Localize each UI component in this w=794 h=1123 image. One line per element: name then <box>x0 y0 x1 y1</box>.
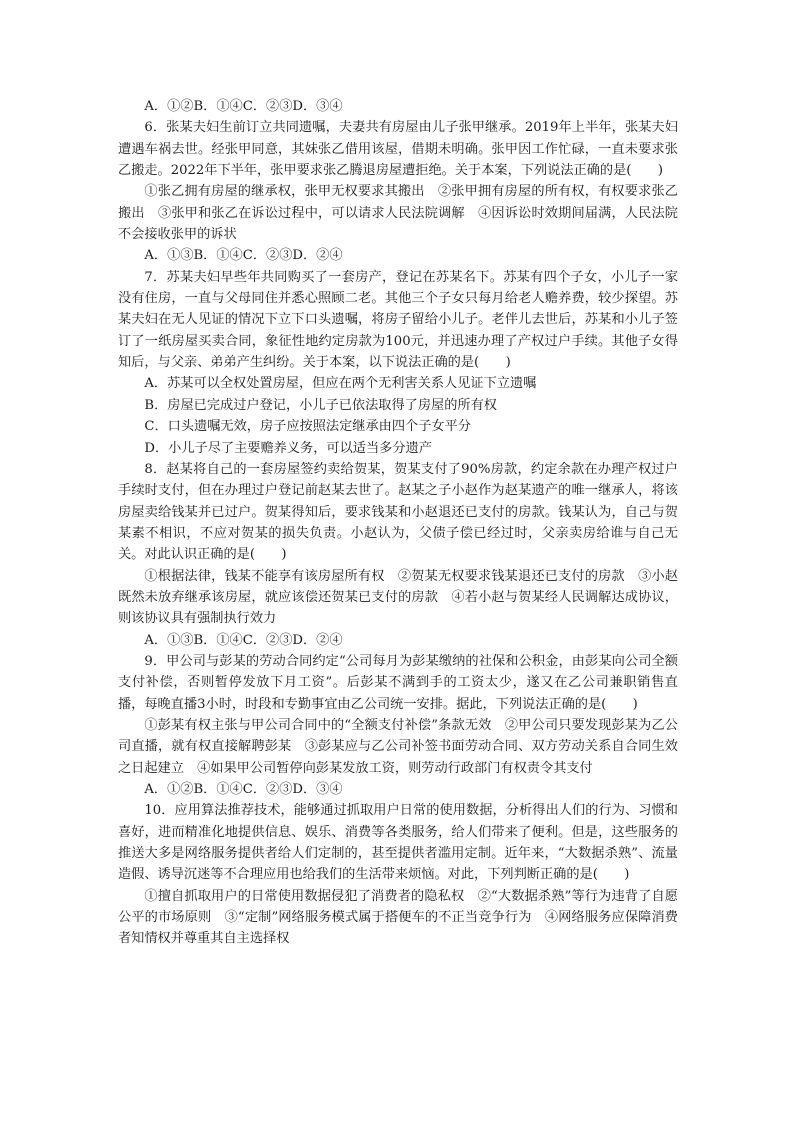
question-10-statements: ①擅自抓取用户的日常使用数据侵犯了消费者的隐私权 ②“大数据杀熟”等行为违背了自愿公平的市场原则 ③“定制”网络服务模式属于搭便车的不正当竞争行为 ④网络服务应保障消费者知情权并尊重其自主选择权 <box>118 888 678 947</box>
question-8-statements: ①根据法律，钱某不能享有该房屋所有权 ②贺某无权要求钱某退还已支付的房款 ③小赵既然未放弃继承该房屋，就应该偿还贺某已支付的房款 ④若小赵与贺某经人民调解达成协议，则该协议具有强制执行效力 <box>118 568 678 627</box>
question-8-stem: 8．赵某将自己的一套房屋签约卖给贺某，贺某支付了90%房款，约定余款在办理产权过户手续时支付，但在办理过户登记前赵某去世了。赵某之子小赵作为赵某遗产的唯一继承人，将该房屋卖给钱某并已过户。贺某得知后，要求钱某和小赵退还已支付的房款。钱某认为，自己与贺某素不相识，不应对贺某的损失负责。小赵认为，父债子偿已经过时，父亲卖房给谁与自己无关。对此认识正确的是( ) <box>118 461 678 563</box>
answer-choices-q6: A．①③B．①④C．②③D．②④ <box>144 248 343 264</box>
question-10-stem: 10．应用算法推荐技术，能够通过抓取用户日常的使用数据，分析得出人们的行为、习惯和喜好，进而精准化地提供信息、娱乐、消费等各类服务，给人们带来了便利。但是，这些服务的推送大多是网络服务提供者给人们定制的，甚至提供者滥用定制。近年来，“大数据杀熟”、流量造假、诱导沉迷等不合理应用也给我们的生活带来烦恼。对此，下列判断正确的是( ) <box>118 803 678 883</box>
question-6-stem: 6．张某夫妇生前订立共同遗嘱，夫妻共有房屋由儿子张甲继承。2019年上半年，张某夫妇遭遇车祸去世。经张甲同意，其妹张乙借用该屋，借期未明确。张甲因工作忙碌，一直未要求张乙搬走。2022年下半年，张甲要求张乙腾退房屋遭拒绝。关于本案，下列说法正确的是( ) <box>118 120 678 179</box>
question-7-option-a: A．苏某可以全权处置房屋，但应在两个无利害关系人见证下立遗嘱 <box>144 376 537 392</box>
answer-choices-q9: A．①②B．①④C．②③D．③④ <box>144 782 343 797</box>
exam-page <box>118 96 678 950</box>
question-7-option-b: B．房屋已完成过户登记，小儿子已依法取得了房屋的所有权 <box>144 397 497 413</box>
question-9-statements: ①彭某有权主张与甲公司合同中的“全额支付补偿”条款无效 ②甲公司只要发现彭某为乙公司直播，就有权直接解聘彭某 ③彭某应与乙公司补签书面劳动合同、双方劳动关系自合同生效之日起建立 ④如果甲公司暂停向彭某发放工资，则劳动行政部门有权责令其支付 <box>118 717 678 776</box>
answer-choices-q8: A．①③B．①④C．②③D．②④ <box>144 632 343 648</box>
question-7-option-c: C．口头遗嘱无效，房子应按照法定继承由四个子女平分 <box>144 419 471 435</box>
question-9-stem: 9．甲公司与彭某的劳动合同约定“公司每月为彭某缴纳的社保和公积金，由彭某向公司全额支付补偿，否则暂停发放下月工资”。后彭某不满到手的工资太少，遂又在乙公司兼职销售直播，每晚直播3小时，时段和专勤事宜由乙公司统一安排。据此，下列说法正确的是( ) <box>118 653 678 712</box>
question-7-stem: 7．苏某夫妇早些年共同购买了一套房产，登记在苏某名下。苏某有四个子女，小儿子一家没有住房，一直与父母同住并悉心照顾二老。其他三个子女只每月给老人赡养费，较少探望。苏某夫妇在无人见证的情况下立下口头遗嘱，将房子留给小儿子。老伴儿去世后，苏某和小儿子签订了一纸房屋买卖合同，象征性地约定房款为100元，并迅速办理了产权过户手续。其他子女得知后，与父亲、弟弟产生纠纷。关于本案，以下说法正确的是( ) <box>118 269 678 371</box>
answer-choices-q5: A．①②B．①④C．②③D．③④ <box>144 99 343 114</box>
question-7-option-d: D．小儿子尽了主要赡养义务，可以适当多分遗产 <box>144 440 432 456</box>
question-6-statements: ①张乙拥有房屋的继承权，张甲无权要求其搬出 ②张甲拥有房屋的所有权，有权要求张乙搬出 ③张甲和张乙在诉讼过程中，可以请求人民法院调解 ④因诉讼时效期间届满，人民法院不会接收张甲的诉状 <box>118 184 678 243</box>
